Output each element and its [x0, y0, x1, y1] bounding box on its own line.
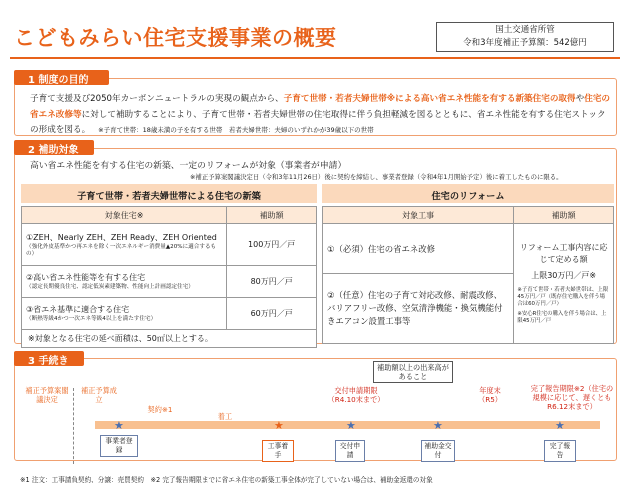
section3-header: 3 手続き — [14, 351, 84, 366]
purpose-text-2: や — [575, 94, 585, 104]
subsidy-lead: 高い省エネ性能を有する住宅の新築、一定のリフォームが対象（事業者が申請） — [30, 161, 347, 171]
ministry-box — [436, 22, 614, 52]
purpose-text-1: 子育て支援及び2050年カーボンニュートラルの実現の観点から、 — [30, 94, 284, 104]
step-grant: 補助金交付 — [421, 440, 455, 462]
amount-main-1: リフォーム工事内容に応じて定める額 — [519, 243, 608, 264]
amount-note-1: ※子育て世帯・若者夫婦世帯は、上限45万円／戸（既存住宅購入を伴う場合は60万円／戸） — [517, 287, 609, 307]
reform-table — [322, 206, 614, 344]
target-high-performance — [22, 266, 227, 298]
step-report: 完了報告 — [544, 440, 576, 462]
target-standard — [22, 298, 227, 330]
construction-label: 着工 — [217, 412, 233, 421]
work-optional: ②（任意）住宅の子育て対応改修、耐震改修、バリアフリー改修、空気清浄機能・換気機能付きエアコン設置工事等 — [323, 274, 514, 344]
budget-amount: 令和3年度補正予算額：542億円 — [463, 38, 587, 48]
row-sub: （断熱等級4かつ一次エネ等級4以上を満たす住宅） — [26, 316, 157, 322]
year-end-label: 年度末（R5） — [478, 386, 502, 404]
target-zeh — [22, 224, 227, 266]
purpose-note: ※子育て世帯：18歳未満の子を有する世帯 若者夫婦世帯：夫婦のいずれかが39歳以下の世帯 — [98, 126, 374, 134]
floor-area-note: ※対象となる住宅の延べ面積は、50㎡以上とする。 — [22, 330, 317, 348]
table-row — [22, 224, 317, 266]
row-sub: （認定長期優良住宅、認定低炭素建築物、性能向上計画認定住宅） — [26, 284, 194, 290]
step-start: 工事着手 — [262, 440, 294, 462]
table-row — [323, 224, 614, 274]
step-registration: 事業者登録 — [100, 435, 138, 457]
amount-standard: 60万円／戸 — [227, 298, 317, 330]
section1-header: 1 制度の目的 — [14, 70, 109, 85]
new-build-table — [21, 206, 317, 348]
footnote: ※1 注文：工事請負契約、分譲：売買契約 ※2 完了報告期限までに省エネ住宅の新築工事全体が完了していない場合は、補助金返還の対象 — [20, 476, 433, 484]
reform-panel-title: 住宅のリフォーム — [322, 184, 614, 203]
star-icon: ★ — [114, 419, 124, 432]
star-icon: ★ — [433, 419, 443, 432]
completion-deadline-label: 完了報告期限※2（住宅の規模に応じて、遅くともR6.12末まで） — [530, 384, 614, 411]
star-icon: ★ — [346, 419, 356, 432]
amount-high-performance: 80万円／戸 — [227, 266, 317, 298]
reform-amount — [514, 224, 614, 344]
section2-header: 2 補助対象 — [14, 140, 94, 155]
amount-note-2: ※安心R住宅の購入を伴う場合は、上限45万円／戸 — [517, 311, 607, 324]
page-title: こどもみらい住宅支援事業の概要 — [14, 26, 337, 50]
row-label: ①ZEH、Nearly ZEH、ZEH Ready、ZEH Oriented — [26, 232, 217, 242]
contract-label: 契約※1 — [147, 405, 173, 414]
subsidy-note: ※補正予算案閣議決定日（令和3年11月26日）後に契約を締結し、事業者登録（令和4年1月開始予定）後に着工したものに限る。 — [190, 173, 563, 181]
new-build-panel-title: 子育て世帯・若者夫婦世帯による住宅の新築 — [21, 184, 317, 203]
table-row — [22, 298, 317, 330]
row-sub: （強化外皮基準かつ再エネを除く一次エネルギー消費量▲20%に適合するもの） — [26, 243, 217, 257]
divider-line — [73, 388, 74, 464]
star-icon: ★ — [274, 419, 284, 432]
table-row — [22, 266, 317, 298]
budget-decision-label: 補正予算案閣議決定 — [25, 386, 69, 404]
col-target-house: 対象住宅※ — [22, 207, 227, 224]
purpose-text-3: に対して補助することにより、子育て世帯・若者夫婦世帯の住宅取得に伴う負担軽減を図るとともに、省エネ性能を有する住宅ストックの形成を図る。 — [30, 109, 606, 135]
col-amount: 補助額 — [514, 207, 614, 224]
ministry-name: 国土交通省所管 — [495, 25, 555, 35]
callout-box: 補助額以上の出来高があること — [373, 361, 453, 383]
amount-zeh: 100万円／戸 — [227, 224, 317, 266]
col-target-work: 対象工事 — [323, 207, 514, 224]
row-label: ③省エネ基準に適合する住宅 — [26, 305, 130, 314]
row-label: ②高い省エネ性能等を有する住宅 — [26, 273, 146, 282]
purpose-text — [30, 92, 612, 139]
amount-main-2: 上限30万円／戸※ — [531, 271, 597, 280]
work-energy-saving: ①（必須）住宅の省エネ改修 — [323, 224, 514, 274]
budget-pass-label: 補正予算成立 — [81, 386, 117, 404]
step-application: 交付申請 — [335, 440, 365, 462]
title-rule — [10, 57, 620, 59]
purpose-highlight-2: 住宅の省エネ改修等 — [30, 94, 611, 120]
purpose-highlight-1: 子育て世帯・若者夫婦世帯※による高い省エネ性能を有する新築住宅の取得 — [283, 94, 576, 104]
star-icon: ★ — [555, 419, 565, 432]
col-amount: 補助額 — [227, 207, 317, 224]
deadline-label: 交付申請期限（R4.10末まで） — [327, 386, 385, 404]
